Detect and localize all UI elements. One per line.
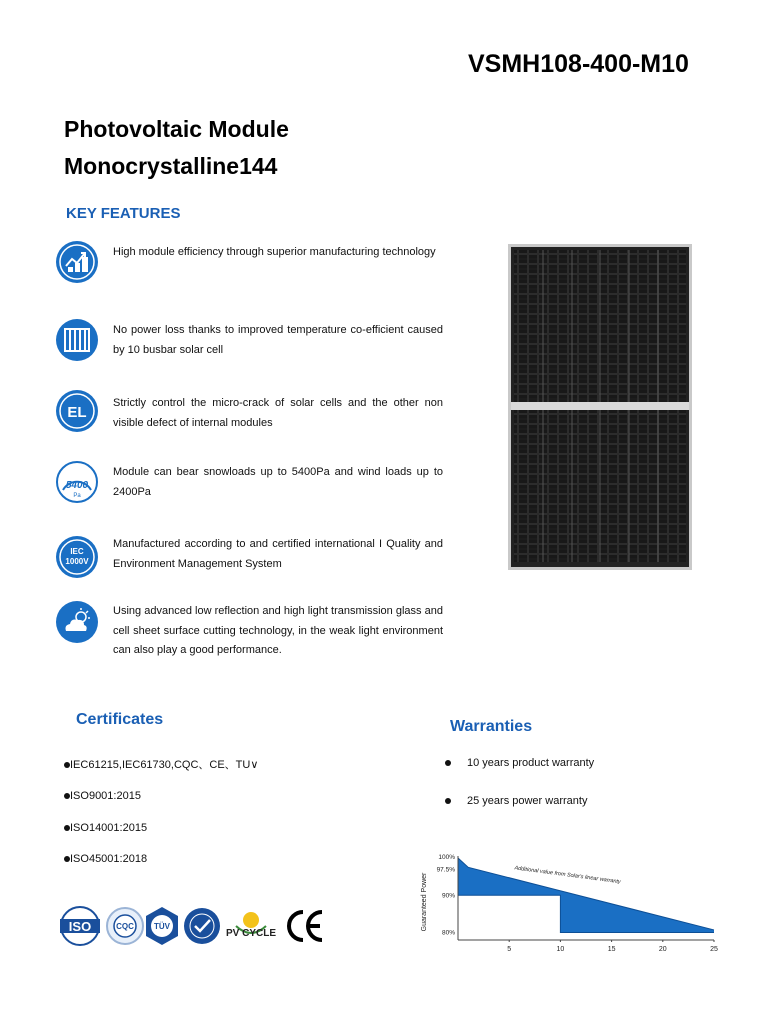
load-icon-value: 5400: [65, 480, 89, 491]
certificate-item: ISO45001:2018: [64, 853, 147, 865]
iec-icon-label: IEC: [70, 547, 84, 556]
feature-6-text: Using advanced low reflection and high light transmission glass and cell sheet surface cutting technology, in the weak light environment can also play a good performance.: [113, 605, 443, 656]
y-tick-label: 80%: [441, 929, 455, 937]
el-icon-label: EL: [67, 404, 87, 421]
load-icon-unit: Pa: [73, 493, 81, 499]
key-features-heading: KEY FEATURES: [66, 205, 181, 222]
iso-logo: [58, 906, 102, 946]
certification-seal-logo: [183, 906, 221, 946]
feature-3-text: Strictly control the micro-crack of solar cells and the other non visible defect of internal modules: [113, 397, 443, 429]
x-tick-label: 10: [556, 946, 565, 953]
warranties-heading: Warranties: [450, 718, 533, 735]
feature-5-text: Manufactured according to and certified international I Quality and Environment Management System: [113, 538, 443, 570]
page-title-line1: Photovoltaic Module: [64, 116, 289, 142]
cqc-logo: [105, 906, 145, 946]
x-tick-label: 5: [507, 946, 512, 953]
svg-text:CQC: CQC: [116, 922, 134, 931]
tuv-logo: [143, 906, 181, 946]
svg-text:TÜV: TÜV: [154, 922, 170, 931]
pv-cycle-logo: [222, 906, 280, 946]
certificate-item: ISO9001:2015: [64, 790, 141, 802]
y-tick-label: 100%: [438, 854, 455, 861]
feature-1-text: High module efficiency through superior manufacturing technology: [113, 246, 436, 258]
warranty-item: 10 years product warranty: [445, 757, 594, 769]
chart-annotation: Additional value from Solar's linear warranty: [514, 865, 622, 886]
bullet: [445, 760, 451, 766]
svg-text:PV CYCLE: PV CYCLE: [225, 928, 277, 939]
load-5400pa-icon: [55, 460, 99, 504]
voltage-icon-label: 1000V: [65, 557, 89, 566]
certificates-heading: Certificates: [76, 711, 164, 728]
x-tick-label: 20: [658, 946, 667, 953]
page-title-line2: Monocrystalline144: [64, 153, 278, 179]
bullet: [445, 798, 451, 804]
warranty-item: 25 years power warranty: [445, 795, 587, 807]
efficiency-chart-icon: [55, 240, 99, 284]
warranty-chart: [414, 850, 724, 960]
y-tick-label: 90%: [441, 892, 455, 900]
model-number: VSMH108-400-M10: [468, 50, 689, 78]
busbar-icon: [55, 318, 99, 362]
x-tick-label: 15: [607, 946, 616, 953]
feature-2-text: No power loss thanks to improved temperature co-efficient caused by 10 busbar solar cell: [113, 324, 443, 356]
solar-panel-image: [508, 244, 692, 570]
certificate-item: ISO14001:2015: [64, 822, 147, 834]
svg-text:ISO: ISO: [68, 919, 92, 934]
ce-mark-logo: [284, 906, 326, 946]
iec-1000v-icon: [55, 535, 99, 579]
y-tick-label: 97.5%: [436, 866, 455, 874]
el-icon: [55, 389, 99, 433]
y-axis-label: Guaranteed Power: [421, 872, 428, 932]
certificate-item: IEC61215,IEC61730,CQC、CE、TU∨: [64, 756, 258, 772]
x-tick-label: 25: [710, 946, 718, 953]
feature-4-text: Module can bear snowloads up to 5400Pa and wind loads up to 2400Pa: [113, 466, 443, 498]
weak-light-icon: [55, 600, 99, 644]
